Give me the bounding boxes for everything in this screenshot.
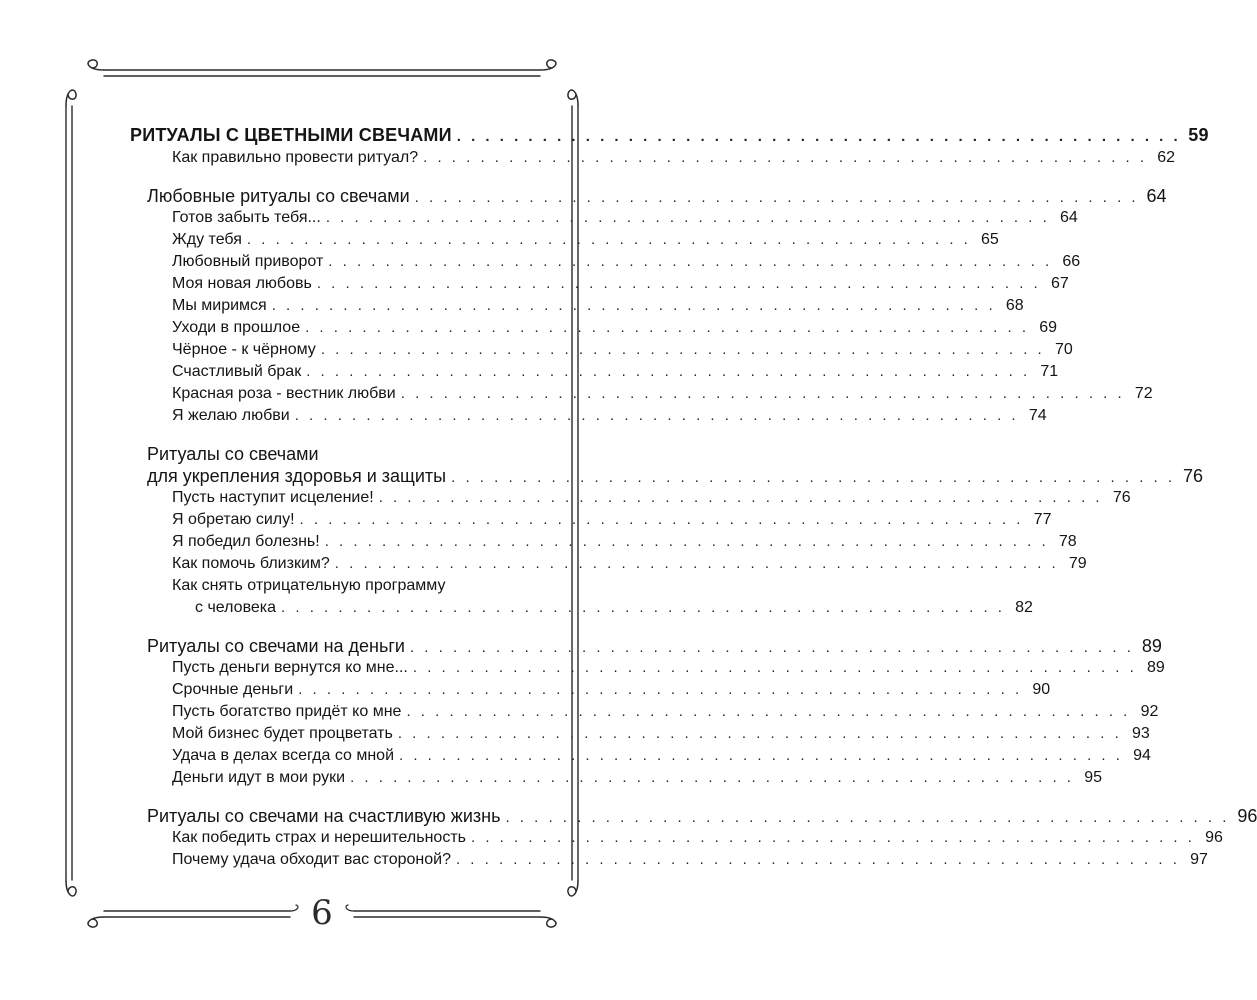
toc-entry-title: Любовные ритуалы со свечами [147,186,410,206]
toc-entry-title: Счастливый брак [172,363,302,380]
dot-leader: . . . . . . . . . . . . . . . . . . . . . . . . . . . . . . . . . . . . . . . . . . . . . . . . . . . [334,555,1059,572]
toc-subentry [172,296,1024,316]
dot-leader: . . . . . . . . . . . . . . . . . . . . . . . . . . . . . . . . . . . . . . . . . . . . . . . . . . . [325,209,1050,226]
toc-page-number: 62 [1157,149,1176,166]
dot-leader: . . . . . . . . . . . . . . . . . . . . . . . . . . . . . . . . . . . . . . . . . . . . . . . . . . . [294,407,1019,424]
dot-leader: . . . . . . . . . . . . . . . . . . . . . . . . . . . . . . . . . . . . . . . . . . . . . . . . . . . [298,681,1023,698]
toc-entry-title: Пусть наступит исцеление! [172,489,374,506]
dot-leader: . . . . . . . . . . . . . . . . . . . . . . . . . . . . . . . . . . . . . . . . . . . . . . . . . . . [306,363,1031,380]
toc-subentry-title-line: Как снять отрицательную программу [172,577,446,594]
dot-leader: . . . . . . . . . . . . . . . . . . . . . . . . . . . . . . . . . . . . . . . . . . . . . . . . . . . [320,341,1045,358]
dot-leader: . . . . . . . . . . . . . . . . . . . . . . . . . . . . . . . . . . . . . . . . . . . . . . . . . . . [246,231,971,248]
dot-leader: . . . . . . . . . . . . . . . . . . . . . . . . . . . . . . . . . . . . . . . . . . . . . . . . . . . [406,703,1131,720]
toc-page-number: 82 [1015,599,1033,616]
dot-leader: . . . . . . . . . . . . . . . . . . . . . . . . . . . . . . . . . . . . . . . . . . . . . . . . . . . [378,489,1103,506]
dot-leader: . . . . . . . . . . . . . . . . . . . . . . . . . . . . . . . . . . . . . . . . . . . . . . . . . . . [400,385,1125,402]
dot-leader: . . . . . . . . . . . . . . . . . . . . . . . . . . . . . . . . . . . . . . . . . . . . . . . . . . . [281,599,1005,616]
toc-section-entry [147,806,1257,828]
toc-page-number: 96 [1205,829,1223,846]
toc-page-number: 95 [1084,769,1102,786]
toc-entry-title: Мой бизнес будет процветать [172,725,393,742]
toc-page-number: 94 [1133,747,1151,764]
toc-section-title-line: Ритуалы со свечами [147,444,319,464]
toc-subentry [172,340,1073,360]
toc-page-number: 76 [1112,489,1131,506]
toc-entry-title: Готов забыть тебя... [172,209,321,226]
toc-entry-title: Чёрное - к чёрному [172,341,316,358]
dot-leader: . . . . . . . . . . . . . . . . . . . . . . . . . . . . . . . . . . . . . . . . . . . . . . . . . . . [505,809,1230,826]
toc-page-number: 76 [1183,466,1204,486]
toc-page-number: 93 [1131,725,1150,742]
toc-subentry [172,274,1069,294]
toc-subentry [172,208,1078,228]
toc-entry-title: Мы миримся [172,297,267,314]
toc-entry-title: Я победил болезнь! [172,533,320,550]
toc-page-number: 96 [1237,806,1257,826]
toc-entry-title: РИТУАЛЫ С ЦВЕТНЫМИ СВЕЧАМИ [130,125,452,145]
toc-page-number: 77 [1033,511,1052,528]
toc-entry-title: Любовный приворот [172,253,324,270]
dot-leader: . . . . . . . . . . . . . . . . . . . . . . . . . . . . . . . . . . . . . . . . . . . . . . . . . . . [299,511,1024,528]
toc-subentry [172,362,1059,382]
toc-entry-title: Пусть деньги вернутся ко мне... [172,659,408,676]
dot-leader: . . . . . . . . . . . . . . . . . . . . . . . . . . . . . . . . . . . . . . . . . . . . . . . . . . . [324,533,1049,550]
toc-page-number: 89 [1146,659,1165,676]
dot-leader: . . . . . . . . . . . . . . . . . . . . . . . . . . . . . . . . . . . . . . . . . . . . . . . . . . . [414,189,1139,206]
page-number: 6 [311,893,333,933]
toc-subentry [172,488,1131,508]
toc-subentry [172,554,1087,574]
toc-page-number: 74 [1028,407,1047,424]
toc-page-number: 97 [1190,851,1208,868]
dot-leader: . . . . . . . . . . . . . . . . . . . . . . . . . . . . . . . . . . . . . . . . . . . . . . . . . . . [456,128,1181,145]
toc-page-number: 89 [1141,636,1162,656]
toc-page-number: 70 [1054,341,1073,358]
toc-entry-title: для укрепления здоровья и защиты [147,466,447,486]
toc-page-number: 59 [1188,125,1209,145]
toc-subentry [172,318,1058,338]
toc-page-number: 71 [1040,363,1059,380]
toc-page-number: 68 [1005,297,1024,314]
toc-page-number: 69 [1039,319,1058,336]
toc-entry-title: Моя новая любовь [172,275,312,292]
toc-page-number: 64 [1146,186,1167,206]
toc-page-number: 79 [1068,555,1087,572]
toc-subentry [172,532,1077,552]
toc-page-number: 67 [1050,275,1069,292]
toc-entry-title: с человека [195,599,277,616]
toc-entry-title: Срочные деньги [172,681,294,698]
toc-page-number: 78 [1058,533,1077,550]
dot-leader: . . . . . . . . . . . . . . . . . . . . . . . . . . . . . . . . . . . . . . . . . . . . . . . . . . . [399,747,1123,764]
toc-entry-title: Как помочь близким? [172,555,330,572]
toc-subentry [172,702,1159,722]
dot-leader: . . . . . . . . . . . . . . . . . . . . . . . . . . . . . . . . . . . . . . . . . . . . . . . . . . . [271,297,996,314]
toc-subentry [172,850,1208,870]
toc-subentry [172,252,1081,272]
toc-entry-title: Я обретаю силу! [172,511,295,528]
dot-leader: . . . . . . . . . . . . . . . . . . . . . . . . . . . . . . . . . . . . . . . . . . . . . . . . . . . [397,725,1122,742]
toc-subentry [172,384,1153,404]
toc-page-number: 90 [1032,681,1051,698]
toc-entry-title: Пусть богатство придёт ко мне [172,703,402,720]
toc-entry-title: Ритуалы со свечами на деньги [147,636,405,656]
toc-section-entry [147,466,1204,488]
toc-entry-title: Удача в делах всегда со мной [172,747,395,764]
dot-leader: . . . . . . . . . . . . . . . . . . . . . . . . . . . . . . . . . . . . . . . . . . . . . . . . . . . [412,659,1137,676]
dot-leader: . . . . . . . . . . . . . . . . . . . . . . . . . . . . . . . . . . . . . . . . . . . . . . . . . . . [470,829,1195,846]
toc-subentry [172,148,1176,168]
toc-subentry [172,230,999,250]
dot-leader: . . . . . . . . . . . . . . . . . . . . . . . . . . . . . . . . . . . . . . . . . . . . . . . . . . . [350,769,1074,786]
toc-entry-title: Деньги идут в мои руки [172,769,346,786]
toc-subentry [172,768,1102,788]
toc-entry-title: Жду тебя [172,231,242,248]
toc-entry-title: Почему удача обходит вас стороной? [172,851,451,868]
toc-subentry [172,658,1165,678]
toc-subentry [172,746,1151,766]
toc-page-number: 65 [981,231,999,248]
toc-entry-title: Как победить страх и нерешительность [172,829,466,846]
toc-subentry [172,510,1052,530]
toc-subentry [195,598,1033,618]
toc-entry-title: Уходи в прошлое [172,319,301,336]
toc-section-entry [147,636,1162,658]
toc-page-number: 66 [1062,253,1081,270]
toc-subentry [172,406,1047,426]
dot-leader: . . . . . . . . . . . . . . . . . . . . . . . . . . . . . . . . . . . . . . . . . . . . . . . . . . . [305,319,1030,336]
dot-leader: . . . . . . . . . . . . . . . . . . . . . . . . . . . . . . . . . . . . . . . . . . . . . . . . . . . [451,469,1176,486]
toc-entry-title: Как правильно провести ритуал? [172,149,419,166]
toc-section-entry [147,186,1167,208]
toc-entry-title: Я желаю любви [172,407,290,424]
toc-subentry [172,828,1223,848]
toc-subentry [172,724,1150,744]
toc-subentry [172,680,1051,700]
dot-leader: . . . . . . . . . . . . . . . . . . . . . . . . . . . . . . . . . . . . . . . . . . . . . . . . . . . [455,851,1180,868]
dot-leader: . . . . . . . . . . . . . . . . . . . . . . . . . . . . . . . . . . . . . . . . . . . . . . . . . . . [328,253,1053,270]
toc-page-number: 64 [1059,209,1078,226]
toc-page-number: 72 [1134,385,1153,402]
toc-entry-title: Ритуалы со свечами на счастливую жизнь [147,806,501,826]
toc-entry-title: Красная роза - вестник любви [172,385,396,402]
toc-chapter-entry [130,125,1209,147]
dot-leader: . . . . . . . . . . . . . . . . . . . . . . . . . . . . . . . . . . . . . . . . . . . . . . . . . . . [409,639,1134,656]
dot-leader: . . . . . . . . . . . . . . . . . . . . . . . . . . . . . . . . . . . . . . . . . . . . . . . . . . . [423,149,1148,166]
dot-leader: . . . . . . . . . . . . . . . . . . . . . . . . . . . . . . . . . . . . . . . . . . . . . . . . . . . [316,275,1041,292]
toc-page-number: 92 [1140,703,1159,720]
